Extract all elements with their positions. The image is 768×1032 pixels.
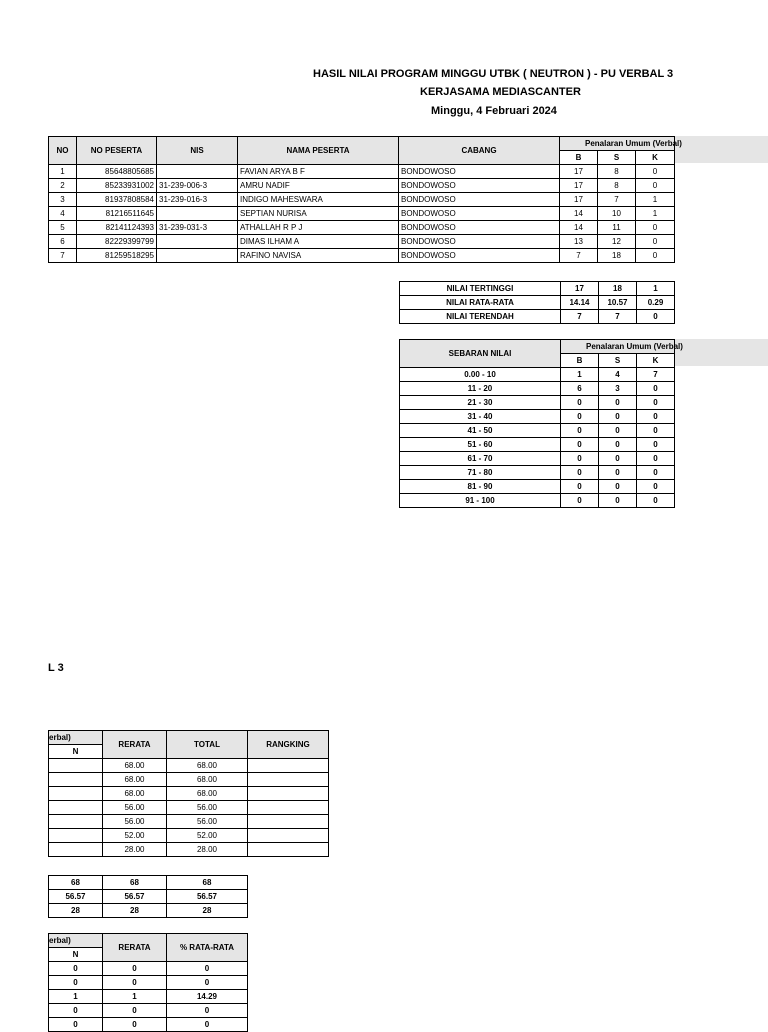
dist-s: 0	[599, 438, 637, 452]
lower-dist-n: 0	[49, 962, 103, 976]
cell-b: 14	[560, 207, 598, 221]
lower-rerata: 28.00	[103, 843, 167, 857]
distribution-row	[400, 396, 675, 410]
header-band-dist	[674, 339, 768, 366]
stat-label: NILAI TERTINGGI	[400, 282, 561, 296]
stats-table	[399, 281, 675, 324]
lower-dist-pct: 0	[167, 976, 248, 990]
cell-nis	[157, 165, 238, 179]
cell-cabang: BONDOWOSO	[399, 165, 560, 179]
lower-header-rangking: RANGKING	[248, 731, 329, 759]
cell-nis: 31-239-031-3	[157, 221, 238, 235]
distribution-row	[400, 466, 675, 480]
cell-nis: 31-239-016-3	[157, 193, 238, 207]
distribution-table	[399, 339, 683, 508]
lower-n	[49, 843, 103, 857]
dist-s: 0	[599, 480, 637, 494]
dist-range: 21 - 30	[400, 396, 561, 410]
cell-no-peserta: 82229399799	[77, 235, 157, 249]
cell-nis	[157, 207, 238, 221]
cell-no-peserta: 81937808584	[77, 193, 157, 207]
totals-table	[48, 730, 329, 857]
lower-stat-total: 56.57	[167, 890, 248, 904]
lower-header-n: N	[49, 745, 103, 759]
lower-n	[49, 787, 103, 801]
col-header-b: B	[560, 151, 598, 165]
table-row	[49, 249, 675, 263]
cell-no-peserta: 82141124393	[77, 221, 157, 235]
cell-s: 8	[598, 179, 636, 193]
stat-k: 0	[637, 310, 675, 324]
lower-total: 56.00	[167, 815, 248, 829]
cell-no: 6	[49, 235, 77, 249]
lower-rank	[248, 829, 329, 843]
lower-dist-pct: 0	[167, 1004, 248, 1018]
distribution-row	[400, 410, 675, 424]
dist-s: 0	[599, 410, 637, 424]
cell-k: 0	[636, 179, 675, 193]
lower-header-group: erbal)	[49, 731, 103, 745]
distribution-row	[49, 976, 248, 990]
cell-k: 0	[636, 249, 675, 263]
dist-s: 0	[599, 424, 637, 438]
distribution-row	[400, 382, 675, 396]
report-header	[0, 64, 676, 124]
col-header-s: S	[598, 151, 636, 165]
stat-s: 18	[599, 282, 637, 296]
table-row	[49, 193, 675, 207]
stat-k: 1	[637, 282, 675, 296]
cell-s: 7	[598, 193, 636, 207]
col-header-no: NO	[49, 137, 77, 165]
dist-header-s: S	[599, 354, 637, 368]
col-header-k: K	[636, 151, 675, 165]
lower-total: 52.00	[167, 829, 248, 843]
distribution-table-wrap	[399, 339, 683, 517]
distribution-row	[400, 424, 675, 438]
stats-row	[400, 310, 675, 324]
lower-dist-n: 0	[49, 1004, 103, 1018]
distribution-row	[49, 962, 248, 976]
dist-range: 51 - 60	[400, 438, 561, 452]
participants-table	[48, 136, 682, 263]
lower-dist-header-n: N	[49, 948, 103, 962]
dist-b: 0	[561, 424, 599, 438]
lower-n	[49, 773, 103, 787]
lower-stat-rerata: 68	[103, 876, 167, 890]
lower-total: 68.00	[167, 773, 248, 787]
cell-nama: INDIGO MAHESWARA	[238, 193, 399, 207]
stat-s: 7	[599, 310, 637, 324]
dist-header-b: B	[561, 354, 599, 368]
distribution-row	[49, 1018, 248, 1032]
lower-rank	[248, 773, 329, 787]
lower-dist-rerata: 0	[103, 1018, 167, 1032]
cell-k: 0	[636, 221, 675, 235]
report-title: HASIL NILAI PROGRAM MINGGU UTBK ( NEUTRON ) - PU VERBAL 3	[313, 68, 674, 80]
col-header-cabang: CABANG	[399, 137, 560, 165]
cell-no: 7	[49, 249, 77, 263]
cell-b: 14	[560, 221, 598, 235]
cell-nama: FAVIAN ARYA B F	[238, 165, 399, 179]
cell-nis	[157, 235, 238, 249]
lower-dist-pct: 0	[167, 1018, 248, 1032]
cell-s: 12	[598, 235, 636, 249]
table-row	[49, 801, 329, 815]
lower-rank	[248, 801, 329, 815]
dist-range: 31 - 40	[400, 410, 561, 424]
lower-stat-n: 56.57	[49, 890, 103, 904]
cell-k: 1	[636, 193, 675, 207]
table-row	[49, 843, 329, 857]
lower-stat-total: 68	[167, 876, 248, 890]
dist-range: 0.00 - 10	[400, 368, 561, 382]
lower-n	[49, 759, 103, 773]
cell-s: 18	[598, 249, 636, 263]
table-row	[49, 773, 329, 787]
dist-header-group: Penalaran Umum (Verbal)	[561, 340, 675, 354]
table-row	[49, 165, 675, 179]
col-header-nama: NAMA PESERTA	[238, 137, 399, 165]
lower-dist-pct: 0	[167, 962, 248, 976]
cell-cabang: BONDOWOSO	[399, 207, 560, 221]
lower-rank	[248, 787, 329, 801]
cell-k: 1	[636, 207, 675, 221]
cell-nama: SEPTIAN NURISA	[238, 207, 399, 221]
cell-s: 11	[598, 221, 636, 235]
stats-row	[49, 904, 248, 918]
totals-stats-table	[48, 875, 248, 918]
dist-s: 0	[599, 466, 637, 480]
dist-b: 0	[561, 480, 599, 494]
col-header-no-peserta: NO PESERTA	[77, 137, 157, 165]
lower-dist-n: 0	[49, 1018, 103, 1032]
lower-stat-rerata: 56.57	[103, 890, 167, 904]
dist-s: 0	[599, 452, 637, 466]
lower-dist-n: 1	[49, 990, 103, 1004]
lower-rerata: 68.00	[103, 773, 167, 787]
cell-b: 17	[560, 165, 598, 179]
report-subtitle: KERJASAMA MEDIASCANTER	[420, 86, 581, 98]
dist-k: 0	[637, 438, 675, 452]
lower-rerata: 52.00	[103, 829, 167, 843]
dist-b: 0	[561, 396, 599, 410]
dist-range: 11 - 20	[400, 382, 561, 396]
lower-stat-total: 28	[167, 904, 248, 918]
lower-total: 68.00	[167, 787, 248, 801]
dist-k: 0	[637, 494, 675, 508]
lower-header-rerata: RERATA	[103, 731, 167, 759]
report-date: Minggu, 4 Februari 2024	[431, 105, 557, 117]
participants-table-body	[49, 165, 675, 263]
cell-cabang: BONDOWOSO	[399, 249, 560, 263]
dist-s: 0	[599, 396, 637, 410]
lower-dist-n: 0	[49, 976, 103, 990]
col-header-group: Penalaran Umum (Verbal)	[560, 137, 675, 151]
lower-rerata: 56.00	[103, 801, 167, 815]
cell-no-peserta: 85648805685	[77, 165, 157, 179]
distribution-row	[400, 438, 675, 452]
dist-b: 0	[561, 452, 599, 466]
cell-nama: ATHALLAH R P J	[238, 221, 399, 235]
cell-nis	[157, 249, 238, 263]
dist-range: 71 - 80	[400, 466, 561, 480]
dist-b: 0	[561, 494, 599, 508]
distribution-row	[400, 368, 675, 382]
lower-total: 28.00	[167, 843, 248, 857]
dist-s: 0	[599, 494, 637, 508]
lower-stat-n: 68	[49, 876, 103, 890]
stat-label: NILAI RATA-RATA	[400, 296, 561, 310]
dist-header-sebaran: SEBARAN NILAI	[400, 340, 561, 368]
stats-row	[49, 890, 248, 904]
stat-b: 7	[561, 310, 599, 324]
totals-distribution-table	[48, 933, 248, 1032]
table-row	[49, 221, 675, 235]
lower-dist-header-pct: % RATA-RATA	[167, 934, 248, 962]
cell-no-peserta: 85233931002	[77, 179, 157, 193]
cell-cabang: BONDOWOSO	[399, 221, 560, 235]
cell-no: 2	[49, 179, 77, 193]
lower-rerata: 56.00	[103, 815, 167, 829]
lower-rank	[248, 815, 329, 829]
cell-b: 17	[560, 179, 598, 193]
cell-nama: RAFINO NAVISA	[238, 249, 399, 263]
dist-range: 41 - 50	[400, 424, 561, 438]
cell-no-peserta: 81216511645	[77, 207, 157, 221]
dist-b: 6	[561, 382, 599, 396]
cell-k: 0	[636, 165, 675, 179]
lower-rerata: 68.00	[103, 787, 167, 801]
stat-s: 10.57	[599, 296, 637, 310]
distribution-row	[400, 452, 675, 466]
distribution-row	[400, 480, 675, 494]
cell-no-peserta: 81259518295	[77, 249, 157, 263]
lower-dist-header-group: erbal)	[49, 934, 103, 948]
table-row	[49, 207, 675, 221]
dist-k: 0	[637, 424, 675, 438]
dist-b: 0	[561, 410, 599, 424]
dist-s: 3	[599, 382, 637, 396]
lower-stat-rerata: 28	[103, 904, 167, 918]
lower-total: 68.00	[167, 759, 248, 773]
lower-dist-wrap	[48, 933, 250, 1029]
cell-s: 8	[598, 165, 636, 179]
cell-cabang: BONDOWOSO	[399, 193, 560, 207]
dist-range: 81 - 90	[400, 480, 561, 494]
stats-row	[400, 282, 675, 296]
dist-k: 0	[637, 382, 675, 396]
cell-cabang: BONDOWOSO	[399, 179, 560, 193]
stats-row	[49, 876, 248, 890]
dist-k: 0	[637, 480, 675, 494]
stat-b: 14.14	[561, 296, 599, 310]
dist-s: 4	[599, 368, 637, 382]
lower-stat-n: 28	[49, 904, 103, 918]
table-row	[49, 787, 329, 801]
stat-label: NILAI TERENDAH	[400, 310, 561, 324]
lower-total: 56.00	[167, 801, 248, 815]
dist-b: 0	[561, 466, 599, 480]
dist-range: 61 - 70	[400, 452, 561, 466]
dist-b: 0	[561, 438, 599, 452]
lower-n	[49, 815, 103, 829]
lower-dist-rerata: 1	[103, 990, 167, 1004]
dist-k: 0	[637, 396, 675, 410]
lower-dist-rerata: 0	[103, 962, 167, 976]
table-row	[49, 179, 675, 193]
lower-n	[49, 829, 103, 843]
dist-range: 91 - 100	[400, 494, 561, 508]
cell-s: 10	[598, 207, 636, 221]
table-row	[49, 829, 329, 843]
cell-no: 5	[49, 221, 77, 235]
lower-dist-header-rerata: RERATA	[103, 934, 167, 962]
cell-nis: 31-239-006-3	[157, 179, 238, 193]
table-row	[49, 815, 329, 829]
cell-no: 4	[49, 207, 77, 221]
lower-header-total: TOTAL	[167, 731, 248, 759]
lower-dist-rerata: 0	[103, 976, 167, 990]
lower-rank	[248, 759, 329, 773]
stat-k: 0.29	[637, 296, 675, 310]
cell-cabang: BONDOWOSO	[399, 235, 560, 249]
dist-b: 1	[561, 368, 599, 382]
lower-dist-rerata: 0	[103, 1004, 167, 1018]
dist-k: 0	[637, 410, 675, 424]
dist-k: 7	[637, 368, 675, 382]
cell-b: 13	[560, 235, 598, 249]
stat-b: 17	[561, 282, 599, 296]
cell-no: 1	[49, 165, 77, 179]
lower-rerata: 68.00	[103, 759, 167, 773]
distribution-row	[49, 990, 248, 1004]
cell-k: 0	[636, 235, 675, 249]
table-row	[49, 759, 329, 773]
lower-rank	[248, 843, 329, 857]
cell-nama: AMRU NADIF	[238, 179, 399, 193]
cell-b: 17	[560, 193, 598, 207]
lower-dist-pct: 14.29	[167, 990, 248, 1004]
cell-no: 3	[49, 193, 77, 207]
main-table-wrap	[48, 136, 682, 267]
distribution-row	[49, 1004, 248, 1018]
lower-table-wrap	[48, 730, 330, 862]
col-header-nis: NIS	[157, 137, 238, 165]
cell-b: 7	[560, 249, 598, 263]
cell-nama: DIMAS ILHAM A	[238, 235, 399, 249]
distribution-row	[400, 494, 675, 508]
stats-row	[400, 296, 675, 310]
table-row	[49, 235, 675, 249]
lower-title-fragment: L 3	[48, 662, 64, 674]
header-band-main	[674, 136, 768, 163]
dist-k: 0	[637, 452, 675, 466]
lower-n	[49, 801, 103, 815]
dist-k: 0	[637, 466, 675, 480]
dist-header-k: K	[637, 354, 675, 368]
